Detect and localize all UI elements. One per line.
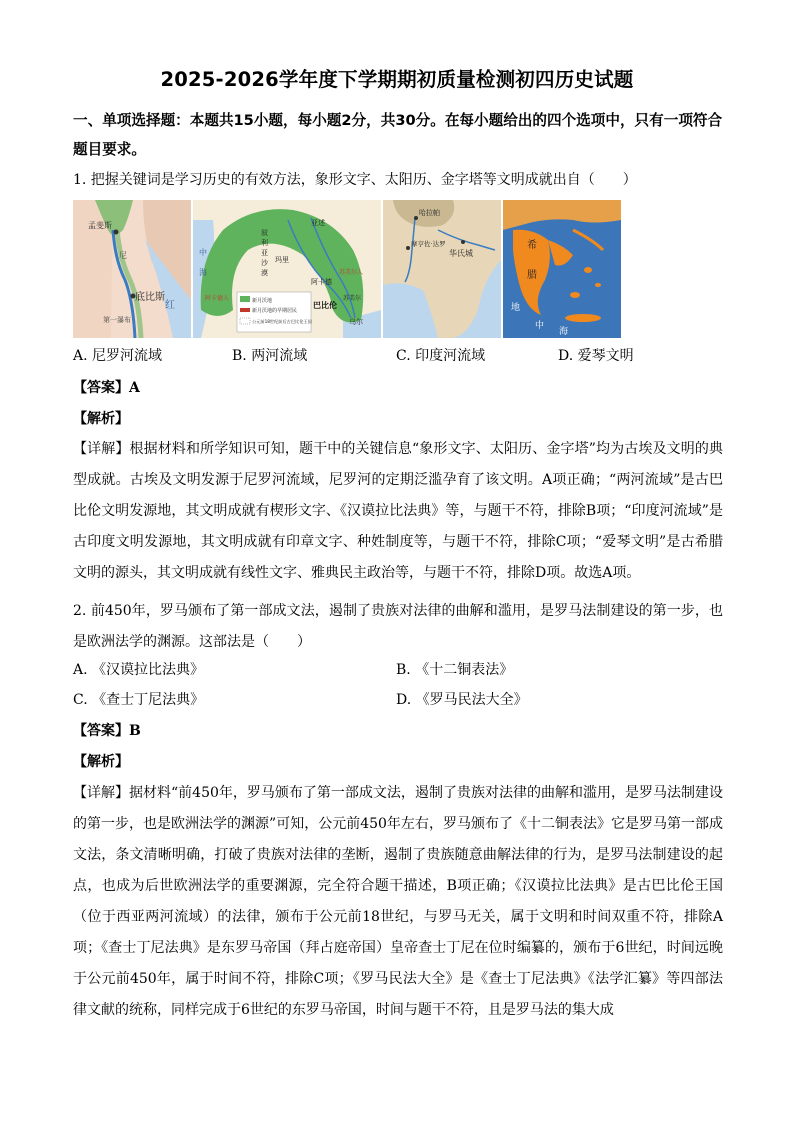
aegean-map xyxy=(503,200,621,338)
desert-label-1: 沙 xyxy=(261,259,268,267)
legend-text-1: 新月沃地 xyxy=(252,298,273,304)
q1-option-a[interactable]: A. 尼罗河流域 xyxy=(73,348,163,364)
nile-label: 尼 xyxy=(119,251,127,260)
med-label-3: 海 xyxy=(559,327,569,337)
sumer-label: 苏美尔 xyxy=(343,295,362,302)
sea-label-2: 海 xyxy=(199,268,207,277)
ur-label: 乌尔 xyxy=(349,318,363,326)
mesopotamia-map xyxy=(193,200,381,338)
memphis-label: 孟斐斯 xyxy=(88,221,112,230)
assyria-label: 亚述 xyxy=(311,219,325,227)
q2-answer: 【答案】B xyxy=(73,723,141,739)
q1-option-b[interactable]: B. 两河流域 xyxy=(232,348,308,364)
red-sea-label: 红 xyxy=(165,300,175,311)
thebes-label: 底比斯 xyxy=(135,292,165,303)
page-title: 2025-2026学年度下学期期初质量检测初四历史试题 xyxy=(160,68,634,91)
akkadians-label: 阿卡德人 xyxy=(205,295,230,302)
legend-swatch-red xyxy=(240,308,250,312)
med-label-2: 中 xyxy=(535,321,545,331)
first-cataract-label: 第一瀑布 xyxy=(103,316,131,324)
q1-map-strip xyxy=(73,200,621,338)
legend-text-2: 新月沃地的早期居民 xyxy=(252,308,298,314)
q1-option-c[interactable]: C. 印度河流域 xyxy=(396,348,486,364)
india-map xyxy=(383,200,501,338)
harappa-label: 哈拉帕 xyxy=(419,209,440,217)
q2-analysis-label: 【解析】 xyxy=(73,754,129,770)
babylon-label: 巴比伦 xyxy=(313,301,337,310)
pataliputra-label: 华氏城 xyxy=(449,249,473,258)
syria-label-2: 利 xyxy=(261,239,268,247)
section-heading: 一、单项选择题：本题共15小题，每小题2分，共30分。在每小题给出的四个选项中，只有一项符合题目要求。 xyxy=(73,112,723,158)
q1-analysis-label: 【解析】 xyxy=(73,411,129,427)
legend-text-3: 公元前18世纪前后古巴比伦王国 xyxy=(252,319,312,324)
q2-option-d[interactable]: D. 《罗马民法大全》 xyxy=(396,692,528,708)
sea-label-1: 中 xyxy=(199,248,207,257)
mari-label: 玛里 xyxy=(275,256,289,264)
q2-detail: 【详解】据材料“前450年，罗马颁布了第一部成文法，遏制了贵族对法律的曲解和滥用，是罗马法制建设的第一步，也是欧洲法学的渊源”可知，公元前450年左右，罗马颁布了《十二铜表法》它是罗马第一部成文法，条文清晰明确，打破了贵族对法律的垄断，遏制了贵族随意曲解法律的行为，是罗马法制建设的起点，也成为后世欧洲法学的重要渊源，完全符合题干描述，B项正确；《汉谟拉比法典》是古巴比伦王国（位于西亚两河流域）的法律，颁布于公元前18世纪，与罗马无关，属于文明和时间双重不符，排除A项；《查士丁尼法典》是东罗马帝国（拜占庭帝国）皇帝查士丁尼在位时编纂的，颁布于6世纪，时间远晚于公元前450年，属于时间不符，排除C项；《罗马民法大全》是《查士丁尼法典》《法学汇纂》等四部法律文献的统称，同样完成于6世纪的东罗马帝国，时间与题干不符，且是罗马法的集大成 xyxy=(73,785,723,1018)
q2-option-c[interactable]: C. 《查士丁尼法典》 xyxy=(73,692,205,708)
med-label-1: 地 xyxy=(511,303,521,313)
akkad-label: 阿卡德 xyxy=(311,278,332,286)
q1-answer: 【答案】A xyxy=(73,380,140,396)
q1-detail: 【详解】根据材料和所学知识可知，题干中的关键信息“象形文字、太阳历、金字塔”均为古埃及文明的典型成就。古埃及文明发源于尼罗河流域，尼罗河的定期泛滥孕育了该文明。A项正确；“两河流域”是古巴比伦文明发源地，其文明成就有楔形文字、《汉谟拉比法典》等，与题干不符，排除B项；“印度河流域”是古印度文明发源地，其文明成就有印章文字、种姓制度等，与题干不符，排除C项；“爱琴文明”是古希腊文明的源头，其文明成就有线性文字、雅典民主政治等，与题干不符，排除D项。故选A项。 xyxy=(73,441,723,581)
q2-option-a[interactable]: A. 《汉谟拉比法典》 xyxy=(73,662,205,678)
q2-option-b[interactable]: B. 《十二铜表法》 xyxy=(396,662,514,678)
mohenjo-daro-label: 摩亨佐·达罗 xyxy=(411,240,446,248)
syria-label-3: 亚 xyxy=(261,249,268,257)
legend-swatch-green xyxy=(240,296,250,302)
nile-map xyxy=(73,200,191,338)
legend-swatch-dashed xyxy=(240,318,250,324)
sumerians-label: 苏美尔人 xyxy=(339,269,364,276)
q1-option-d[interactable]: D. 爱琴文明 xyxy=(558,348,634,364)
greece-label-1: 希 xyxy=(527,240,537,251)
syria-label-1: 叙 xyxy=(261,229,268,237)
q2-stem: 2. 前450年，罗马颁布了第一部成文法，遏制了贵族对法律的曲解和滥用，是罗马法制建设的第一步，也是欧洲法学的渊源。这部法是（ ） xyxy=(73,603,723,650)
desert-label-2: 漠 xyxy=(261,269,268,277)
greece-label-2: 腊 xyxy=(527,270,537,281)
q1-stem: 1. 把握关键词是学习历史的有效方法，象形文字、太阳历、金字塔等文明成就出自（ ） xyxy=(73,172,637,188)
